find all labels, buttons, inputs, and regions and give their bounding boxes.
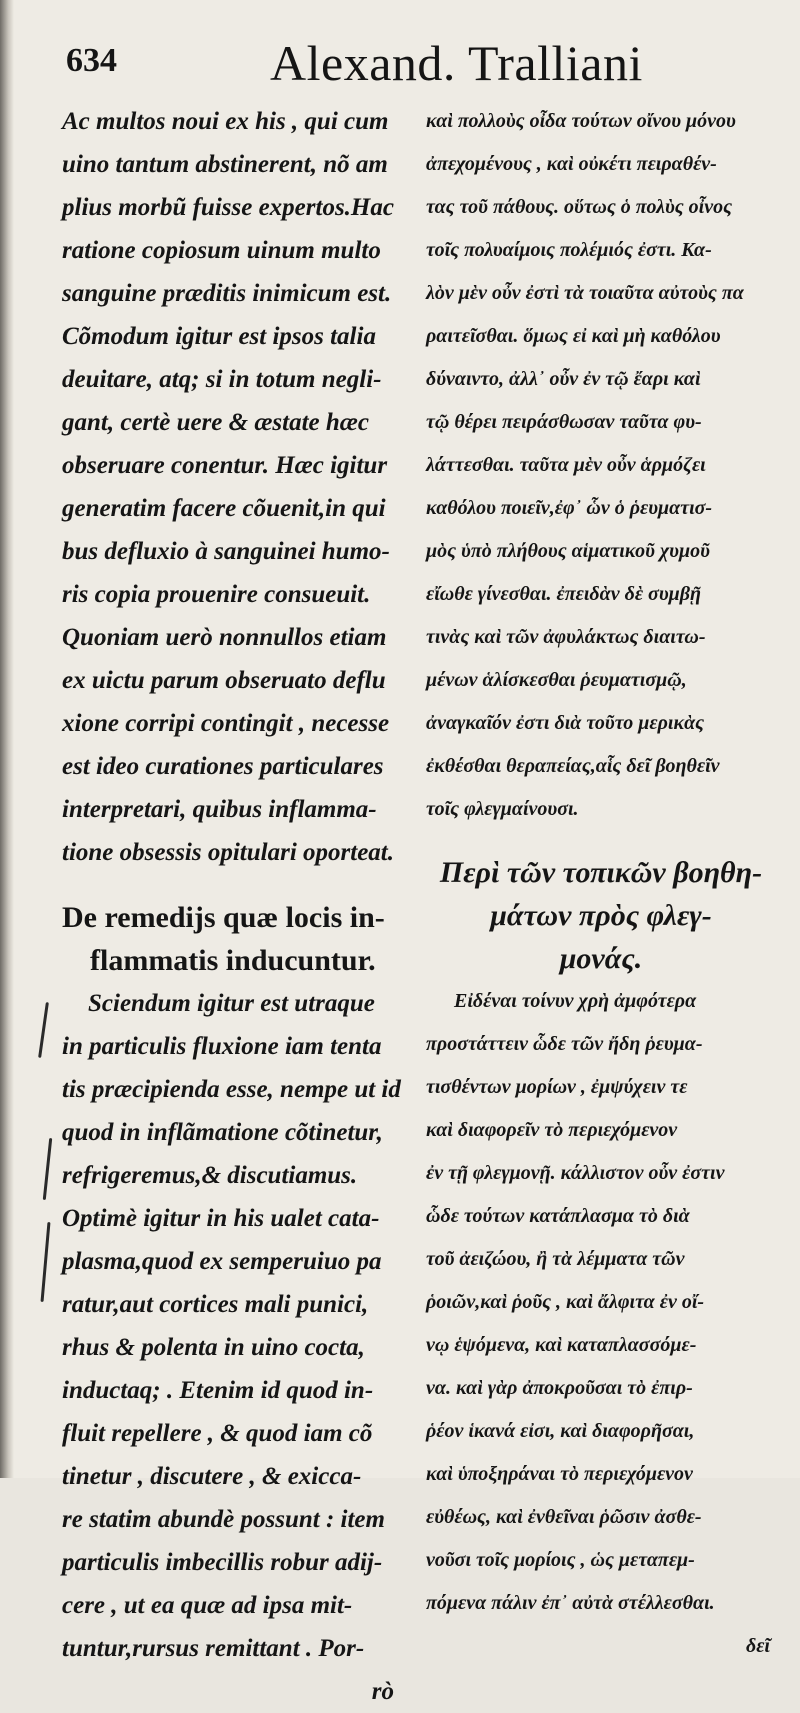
text-line: bus defluxio à sanguinei humo-	[62, 538, 390, 565]
greek-paragraph-1	[426, 100, 776, 831]
text-line: καθόλου ποιεῖν,ἐφ᾽ ὧν ὁ ῥευματισ-	[426, 497, 713, 519]
marginal-ink-stroke	[38, 1002, 49, 1058]
page-header	[58, 35, 774, 100]
text-line: obseruare conentur. Hæc igitur	[62, 452, 388, 479]
text-line: xione corripi contingit , necesse	[62, 710, 390, 737]
text-line: Optimè igitur in his ualet cata-	[62, 1205, 380, 1232]
page-edge-shadow	[0, 0, 14, 1478]
text-line: λάττεσθαι. ταῦτα μὲν οὖν ἁρμόζει	[426, 454, 706, 476]
text-line: πόμενα πάλιν ἐπ᾽ αὐτὰ στέλλεσθαι.	[426, 1592, 715, 1614]
greek-column	[426, 100, 776, 1668]
text-line: generatim facere cõuenit,in qui	[62, 495, 386, 522]
text-line: refrigeremus,& discutiamus.	[62, 1162, 358, 1189]
text-line: μὸς ὑπὸ πλήθους αἱματικοῦ χυμοῦ	[426, 540, 710, 562]
text-line: cere , ut ea quæ ad ipsa mit-	[62, 1592, 353, 1619]
text-line: ἐκθέσθαι θεραπείας,αἷς δεῖ βοηθεῖν	[426, 755, 720, 777]
text-line: τοῖς πολυαίμοις πολέμιός ἐστι. Κα-	[426, 239, 712, 261]
text-line: tione obsessis opitulari oporteat.	[62, 839, 394, 866]
text-line: deuitare, atq; si in totum negli-	[62, 366, 382, 393]
text-line: εὐθέως, καὶ ἐνθεῖναι ῥῶσιν ἀσθε-	[426, 1506, 702, 1528]
text-line: τας τοῦ πάθους. οὕτως ὁ πολὺς οἶνος	[426, 196, 733, 218]
text-line: interpretari, quibus inflamma-	[62, 796, 377, 823]
text-line: ραιτεῖσθαι. ὅμως εἰ καὶ μὴ καθόλου	[426, 325, 721, 347]
text-line: ἀπεχομένους , καὶ οὐκέτι πειραθέν-	[426, 153, 717, 175]
latin-paragraph-2	[62, 616, 402, 874]
text-line: sanguine præditis inimicum est.	[62, 280, 392, 307]
text-line: ἐν τῇ φλεγμονῇ. κάλλιστον οὖν ἐστιν	[426, 1162, 725, 1184]
heading-line: De remedijs quæ locis in-	[62, 901, 385, 934]
text-line: ex uictu parum obseruato deflu	[62, 667, 386, 694]
latin-section-heading	[62, 896, 402, 982]
text-line: καὶ ὑποξηράναι τὸ περιεχόμενον	[426, 1463, 693, 1485]
latin-catchword: rò	[371, 1678, 394, 1705]
text-line: ris copia prouenire consueuit.	[62, 581, 371, 608]
page-number: 634	[66, 42, 117, 79]
text-line: νῳ ἑψόμενα, καὶ καταπλασσόμε-	[426, 1334, 697, 1356]
heading-line: flammatis inducuntur.	[90, 944, 376, 977]
text-line: τοῦ ἀειζώου, ἢ τὰ λέμματα τῶν	[426, 1248, 685, 1270]
text-line: τινὰς καὶ τῶν ἀφυλάκτως διαιτω-	[426, 626, 706, 648]
text-line: τοῖς φλεγμαίνουσι.	[426, 798, 579, 820]
greek-paragraph-2	[426, 980, 776, 1625]
text-line: re statim abundè possunt : item	[62, 1506, 385, 1533]
text-line: τισθέντων μορίων , ἐμψύχειν τε	[426, 1076, 688, 1098]
text-line: tis præcipienda esse, nempe ut id	[62, 1076, 401, 1103]
text-line: tinetur , discutere , & exicca-	[62, 1463, 362, 1490]
text-line: quod in inflãmatione cõtinetur,	[62, 1119, 383, 1146]
text-line: ratur,aut cortices mali punici,	[62, 1291, 369, 1318]
text-line: ῥέον ἱκανά εἰσι, καὶ διαφορῆσαι,	[426, 1420, 695, 1442]
text-line: inductaq; . Etenim id quod in-	[62, 1377, 374, 1404]
text-line: λὸν μὲν οὖν ἐστὶ τὰ τοιαῦτα αὐτοὺς πα	[426, 282, 744, 304]
text-line: καὶ διαφορεῖν τὸ περιεχόμενον	[426, 1119, 678, 1141]
text-line: ratione copiosum uinum multo	[62, 237, 381, 264]
text-line: est ideo curationes particulares	[62, 753, 384, 780]
text-line: ῥοιῶν,καὶ ῥοῦς , καὶ ἄλφιτα ἐν οἴ-	[426, 1291, 705, 1313]
text-line: προστάττειν ὧδε τῶν ἤδη ῥευμα-	[426, 1033, 703, 1055]
latin-column	[62, 100, 402, 1713]
marginal-ink-stroke	[43, 1138, 52, 1200]
spacer	[62, 874, 402, 896]
latin-paragraph-3	[62, 982, 402, 1670]
marginal-ink-stroke	[41, 1222, 51, 1302]
heading-line: μάτων πρὸς φλεγ-	[490, 899, 712, 932]
text-line: ἀναγκαῖόν ἐστι διὰ τοῦτο μερικὰς	[426, 712, 705, 734]
text-line: gant, certè uere & æstate hæc	[62, 409, 369, 436]
text-line: rhus & polenta in uino cocta,	[62, 1334, 365, 1361]
text-line: Εἰδέναι τοίνυν χρὴ ἀμφότερα	[454, 990, 697, 1012]
text-line: particulis imbecillis robur adij-	[62, 1549, 383, 1576]
text-line: Cõmodum igitur est ipsos talia	[62, 323, 376, 350]
text-line: plius morbũ fuisse expertos.Hac	[62, 194, 394, 221]
text-line: ὧδε τούτων κατάπλασμα τὸ διὰ	[426, 1205, 690, 1227]
text-line: fluit repellere , & quod iam cõ	[62, 1420, 373, 1447]
text-line: uino tantum abstinerent, nõ am	[62, 151, 388, 178]
text-line: tuntur,rursus remittant . Por-	[62, 1635, 365, 1662]
text-line: Quoniam uerò nonnullos etiam	[62, 624, 387, 651]
text-line: μένων ἁλίσκεσθαι ῥευματισμῷ,	[426, 669, 687, 691]
heading-line: Περὶ τῶν τοπικῶν βοηθη-	[439, 856, 763, 889]
text-line: in particulis fluxione iam tenta	[62, 1033, 382, 1060]
text-line: νοῦσι τοῖς μορίοις , ὡς μεταπεμ-	[426, 1549, 695, 1571]
greek-section-heading	[426, 851, 776, 980]
spacer	[426, 831, 776, 851]
greek-catchword: δεῖ	[745, 1635, 770, 1657]
text-line: plasma,quod ex semperuiuo pa	[62, 1248, 382, 1275]
heading-line: μονάς.	[559, 942, 643, 975]
text-line: εἴωθε γίνεσθαι. ἐπειδὰν δὲ συμβῇ	[426, 583, 701, 605]
latin-paragraph-1	[62, 100, 402, 616]
text-line: να. καὶ γὰρ ἀποκροῦσαι τὸ ἐπιρ-	[426, 1377, 693, 1399]
text-line: Ac multos noui ex his , qui cum	[62, 108, 389, 135]
text-line: τῷ θέρει πειράσθωσαν ταῦτα φυ-	[426, 411, 702, 433]
text-line: καὶ πολλοὺς οἶδα τούτων οἴνου μόνου	[426, 110, 736, 132]
running-title: Alexand. Tralliani	[270, 35, 643, 91]
text-line: Sciendum igitur est utraque	[88, 990, 375, 1017]
text-line: δύναιντο, ἀλλ᾽ οὖν ἐν τῷ ἔαρι καὶ	[426, 368, 701, 390]
